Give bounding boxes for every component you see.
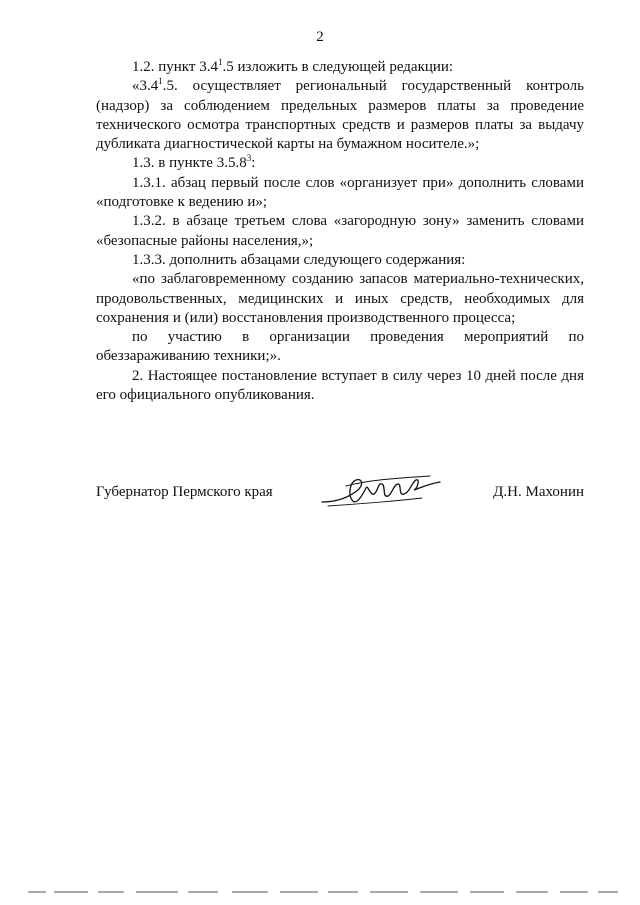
handwritten-signature [318, 472, 444, 510]
paragraph-quote-3-4-1-5: «$3.4^1.5$. осуществляет региональный государственный контроль (надзор) за соблюдением предельных размеров платы за проведение технического осмотра транспортных средств и размеров платы за выдачу дубликата диагностической карты на бумажном носителе.»; [96, 76, 584, 153]
paragraph-1-2: 1.2. пункт $3.4^1.5$ изложить в следующей редакции: [132, 57, 454, 75]
paragraph-1-3-1: 1.3.1. абзац первый после слов «организует при» дополнить словами «подготовке к ведению и»; [96, 174, 584, 211]
superscript: 1 [217, 57, 223, 67]
superscript: 3 [246, 153, 252, 164]
paragraph-1-3-2: 1.3.2. в абзаце третьем слова «загородную зону» заменить словами «безопасные районы населения,»; [96, 213, 584, 249]
paragraph-quote-disinfection: по участию в организации проведения мероприятий по обеззараживанию техники;». [96, 329, 584, 365]
scan-edge-marks [28, 891, 618, 894]
superscript: 1 [158, 76, 163, 87]
signer-name: Д.Н. Махонин [493, 484, 584, 500]
signature-block [96, 484, 584, 508]
paragraph-2: 2. Настоящее постановление вступает в силу через 10 дней после дня его официального опубликования. [96, 367, 584, 404]
document-body [96, 58, 584, 405]
page-number: 2 [316, 29, 324, 45]
signer-title: Губернатор Пермского края [96, 484, 273, 500]
paragraph-1-3-3: 1.3.3. дополнить абзацами следующего содержания: [132, 251, 466, 268]
paragraph-1-3: 1.3. в пункте 3.5.8$^3$: [132, 153, 256, 172]
paragraph-quote-stocks: «по заблаговременному созданию запасов материально-технических, продовольственных, медицинских и иных средств, необходимых для сохранения и (или) восстановления производственного процесса; [96, 271, 584, 326]
